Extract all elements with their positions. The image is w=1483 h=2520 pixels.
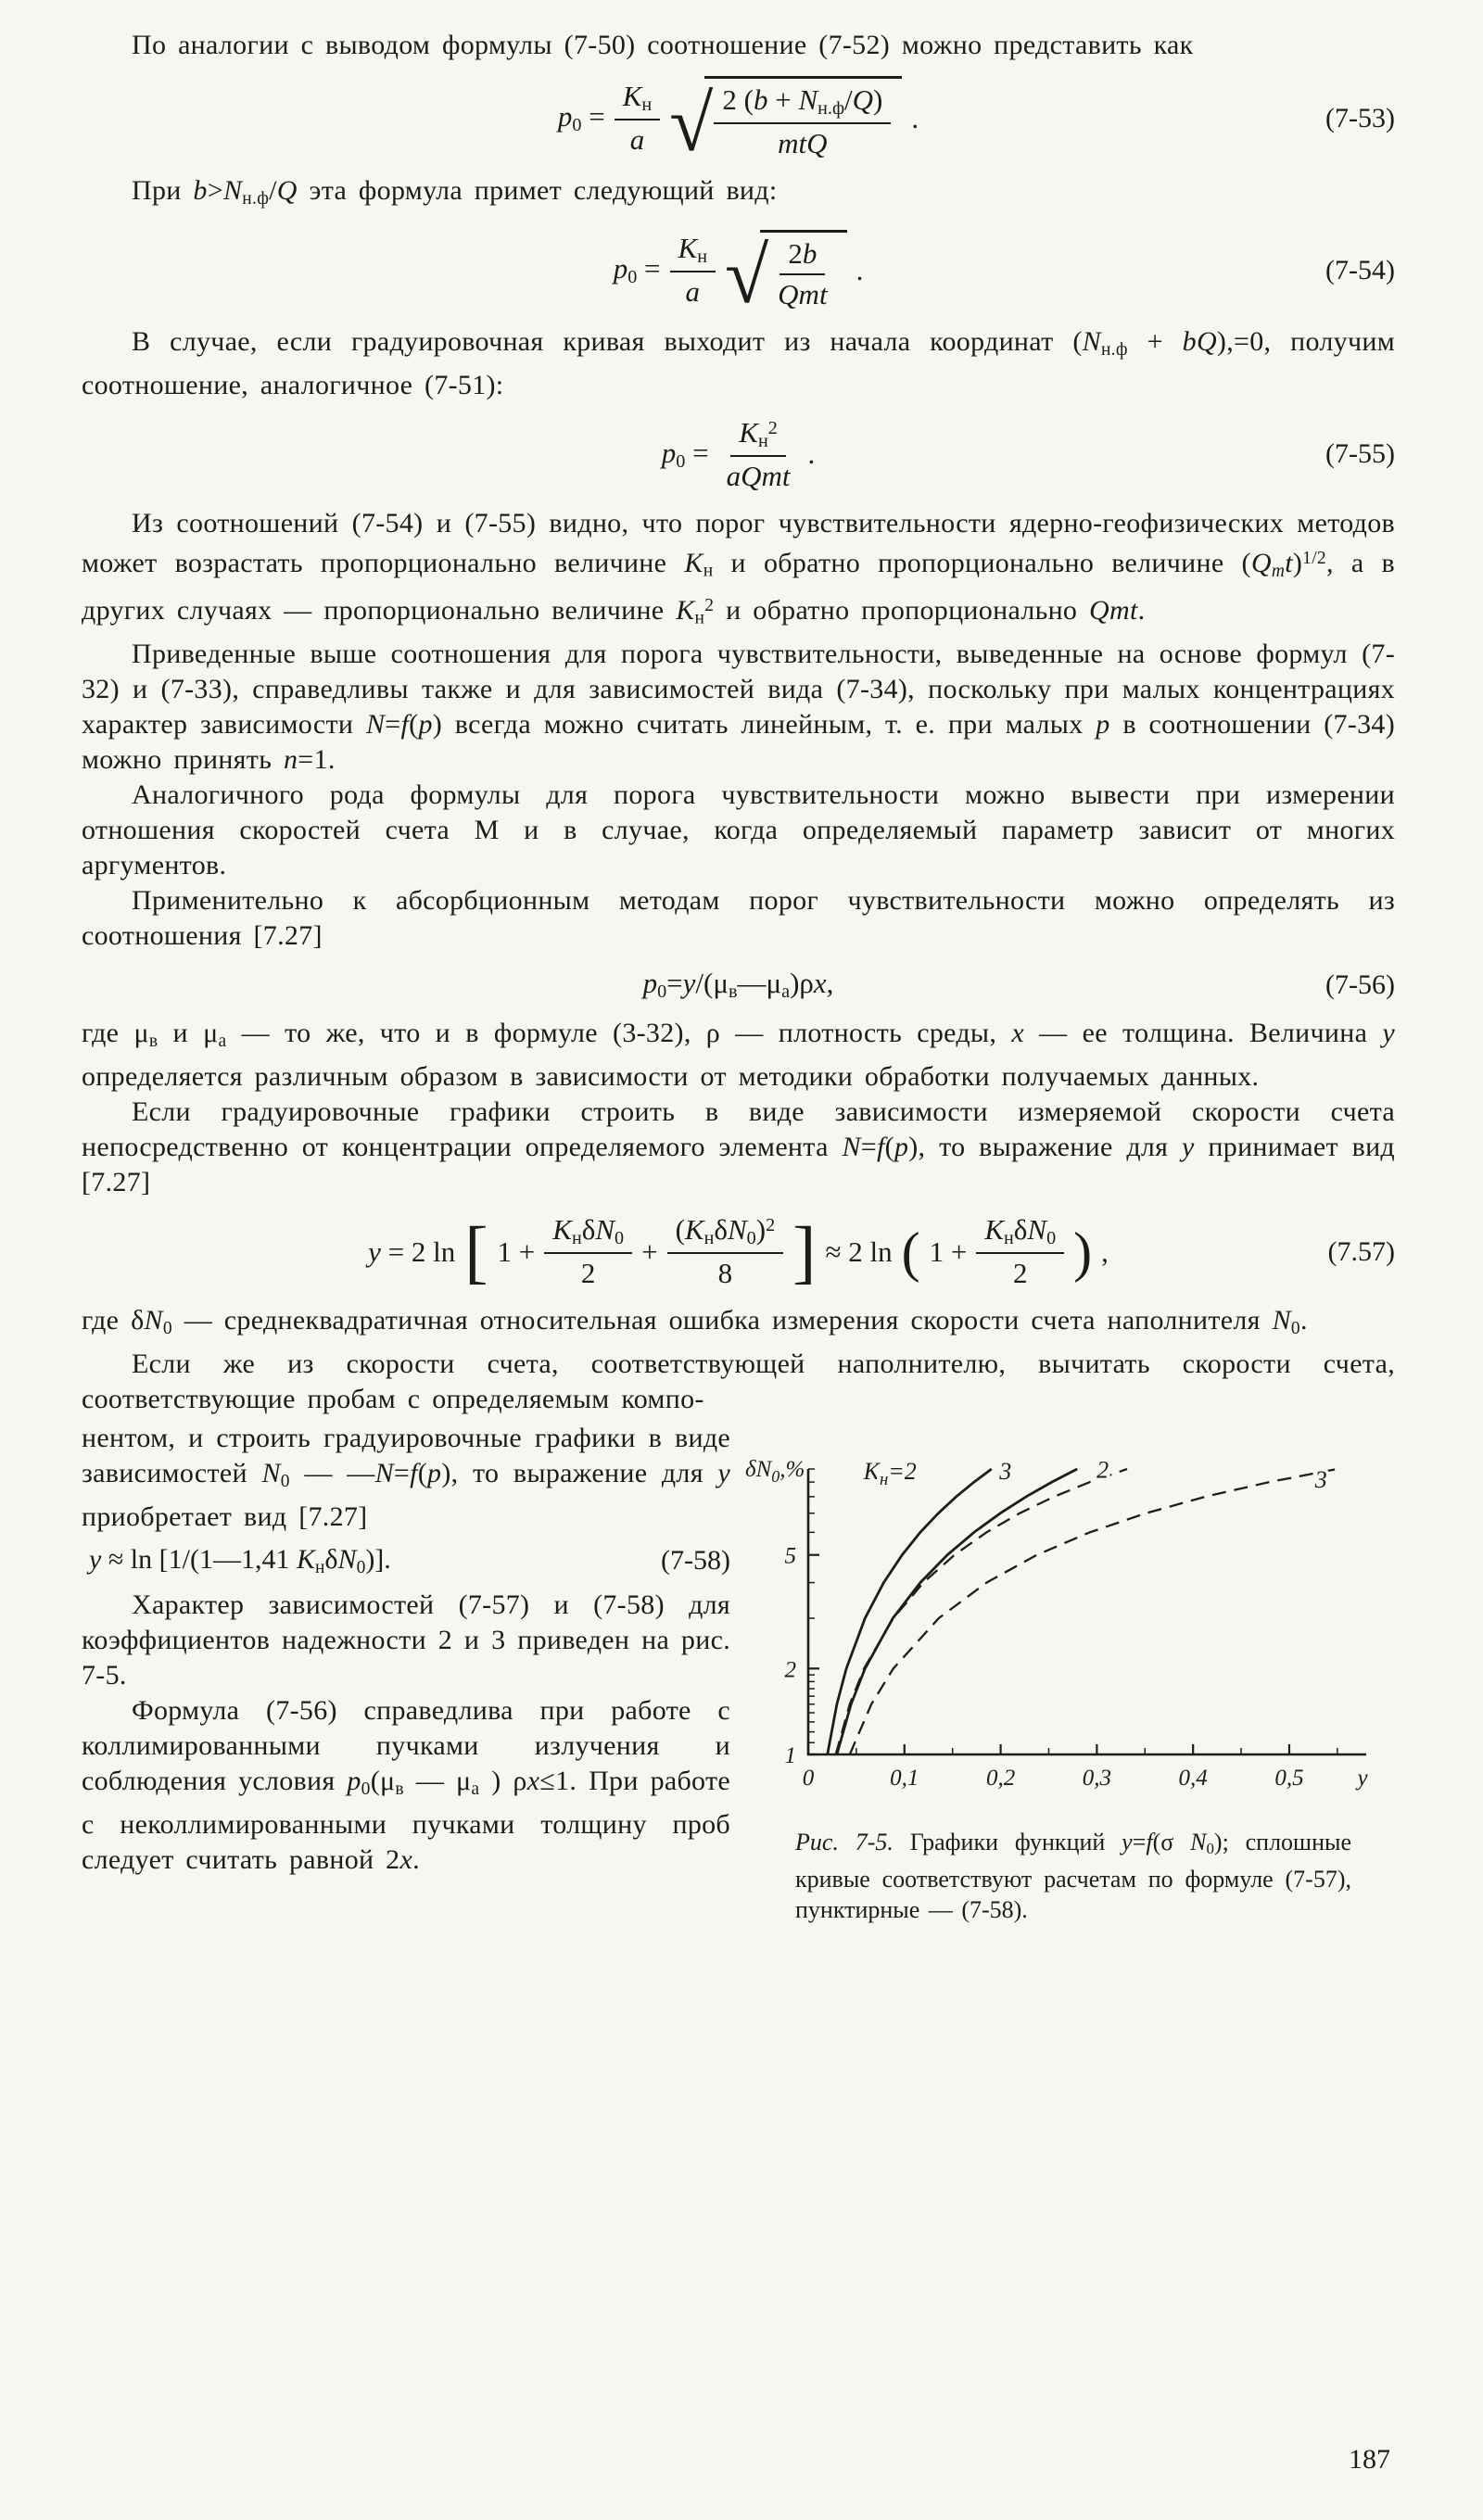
equation-body: [184, 967, 1293, 1003]
paragraph-4: Из соотношений (7-54) и (7-55) видно, что порог чувствительности ядерно-геофизических методов может возрастать пропорционально величине $K_н$ и обратно пропорционально величине $(Q_mt)^{1/2}$, а в других случаях — пропорционально величине $K_н^2$ и обратно пропорционально Qmt.: [82, 507, 1396, 629]
series-curve: [850, 1469, 1337, 1754]
fraction-denominator: mtQ: [778, 127, 828, 160]
svg-text:2: 2: [784, 1657, 796, 1683]
radicand: [704, 76, 902, 160]
paragraph-5: Приведенные выше соотношения для порога чувствительности, выведенные на основе формул (7-32) и (7-33), справедливы также и для зависимостей вида (7-34), поскольку при малых концентрациях характер зависимости N=f(p) всегда можно считать линейным, т. е. при малых p в соотношении (7-34) можно принять n=1.: [82, 639, 1395, 776]
fraction-numerator: 2b: [780, 237, 825, 275]
svg-text:2: 2: [1096, 1456, 1109, 1484]
equation-body: [184, 416, 1293, 493]
figure-7-5-chart: [742, 1432, 1390, 1803]
equation-lhs: $p_0$ =: [557, 100, 605, 136]
svg-text:0,4: 0,4: [1178, 1765, 1208, 1791]
fraction-denominator: 2: [1013, 1257, 1028, 1290]
equation-7-58: [82, 1544, 730, 1578]
fraction: [718, 416, 799, 493]
equation-number: (7-56): [1325, 969, 1395, 1000]
fraction: [667, 1213, 784, 1290]
fraction: [615, 80, 660, 157]
equation-tail: .: [856, 253, 864, 286]
equation-expression: $p_0=y/(\mu_в—\mu_а)\rho x$,: [642, 967, 834, 1003]
equation-number: (7.57): [1327, 1235, 1395, 1267]
equation-number: (7-54): [1325, 254, 1395, 285]
paragraph-6: Аналогичного рода формулы для порога чувствительности можно вывести при измерении отношения скоростей счета М и в случае, когда определяемый параметр зависит от многих аргументов.: [82, 779, 1395, 881]
fraction-numerator: $K_н\delta N_0$: [976, 1213, 1064, 1254]
paragraph-7: Применительно к абсорбционным методам порог чувствительности можно определять из соотношения [7.27]: [82, 885, 1395, 952]
paragraph-10: где $\delta N_0$ — среднеквадратичная относительная ошибка измерения скорости счета наполнителя $N_0$.: [82, 1305, 1308, 1338]
plot-axes: [808, 1469, 1366, 1754]
x-axis-label: y: [1357, 1765, 1368, 1791]
equation-number: (7-55): [1325, 438, 1395, 470]
equation-lhs: $p_0$ =: [613, 252, 661, 288]
plus-sign: +: [641, 1235, 658, 1268]
paragraph-11: Если же из скорости счета, соответствующей наполнителю, вычитать скорости счета, соответствующие пробам с определяемым компо-: [82, 1348, 1395, 1414]
equation-term: 1 +: [929, 1235, 968, 1268]
svg-text:0,5: 0,5: [1274, 1765, 1304, 1791]
svg-text:3: 3: [1314, 1466, 1327, 1494]
fraction-numerator: $K_н$: [670, 232, 716, 272]
plot-series: [828, 1469, 1337, 1754]
curve-labels: [863, 1457, 1327, 1493]
svg-text:3: 3: [999, 1458, 1012, 1486]
equation-7-53: [82, 76, 1395, 168]
square-root: √ $\frac{2b}{\text{Qmt}}$: [725, 230, 847, 311]
paragraph-8: где $\mu_в$ и $\mu_а$ — то же, что и в формуле (3-32), ρ — плотность среды, x — ее толщина. Величина y определяется различным образом в зависимости от методики обработки получаемых данных.: [82, 1018, 1396, 1092]
fraction: [714, 83, 891, 160]
fraction: [769, 237, 835, 311]
page-number: 187: [1349, 2444, 1390, 2475]
left-text-column: [82, 1421, 730, 1925]
equation-tail: .: [911, 101, 919, 134]
paragraph-3: В случае, если градуировочная кривая выходит из начала координат $(N_{н.ф} + bQ),=0$, получим соотношение, аналогичное (7-51):: [82, 325, 1395, 400]
equation-lhs: $p_0$ =: [661, 436, 709, 472]
svg-text:0,1: 0,1: [890, 1765, 919, 1791]
series-curve: [837, 1469, 1077, 1754]
series-curve: [836, 1469, 1127, 1754]
equation-lhs: y = 2 ln: [368, 1235, 456, 1268]
plot-tick-labels: [745, 1457, 1368, 1791]
fraction-denominator: a: [629, 123, 645, 157]
equation-number: (7-58): [661, 1545, 730, 1577]
equation-approx: ≈ 2 ln: [825, 1235, 893, 1268]
figure-caption: Рис. 7-5. Графики функций y=f(σ $N_0$); сплошные кривые соответствуют расчетам по формуле (7-57), пунктирные — (7-58).: [795, 1828, 1351, 1924]
paragraph-1: По аналогии с выводом формулы (7-50) соотношение (7-52) можно представить как: [132, 30, 1194, 60]
fraction: [670, 232, 716, 309]
equation-body: [184, 230, 1293, 320]
equation-body: [184, 76, 1293, 168]
svg-text:5: 5: [784, 1543, 796, 1569]
equation-tail: ,: [1101, 1235, 1109, 1268]
fraction: [544, 1213, 632, 1290]
paragraph-12: нентом, и строить градуировочные графики в виде зависимостей $N_0$ — —N=f(p), то выражение для y приобретает вид [7.27]: [82, 1422, 730, 1532]
series-curve: [828, 1469, 992, 1754]
equation-tail: .: [807, 437, 816, 471]
equation-7-54: [82, 230, 1395, 320]
equation-7-57: [82, 1213, 1395, 1290]
fraction-denominator: Qmt: [778, 277, 828, 310]
paragraph-14: Формула (7-56) справедлива при работе с коллимированными пучками излучения и соблюдения условия $p_0(\mu_в$ — $\mu_а$ ) ρx≤1. При работе с неколлимированными пучками толщину проб следует считать равной 2x.: [82, 1694, 730, 1875]
fraction-denominator: aQmt: [726, 459, 791, 492]
y-axis-label: $\delta N_0,\%$: [745, 1456, 805, 1486]
figure-7-5: [730, 1421, 1395, 1925]
fraction-numerator: $K_н$: [615, 80, 660, 120]
paragraph-13: Характер зависимостей (7-57) и (7-58) для коэффициентов надежности 2 и 3 приведен на рис. 7-5.: [82, 1589, 730, 1691]
svg-text:0,2: 0,2: [985, 1765, 1016, 1791]
fraction: [976, 1213, 1064, 1290]
fraction-denominator: 2: [580, 1257, 596, 1290]
svg-text:Kн=2: $K_н=2$: [863, 1458, 917, 1490]
paragraph-9: Если градуировочные графики строить в виде зависимости измеряемой скорости счета непосредственно от концентрации определяемого элемента N=f(p), то выражение для y принимает вид [7.27]: [82, 1096, 1395, 1197]
equation-term: 1 +: [497, 1235, 536, 1268]
equation-expression: y ≈ ln [1/(1—1,41 $K_н\delta N_0$)].: [89, 1543, 391, 1577]
fraction-numerator: $K_н\delta N_0$: [544, 1213, 632, 1254]
svg-text:1: 1: [784, 1742, 796, 1768]
fraction-numerator: $(K_н\delta N_0)^2$: [667, 1213, 784, 1254]
equation-body: y = 2 ln [ 1 + $\frac{K_н\delta N_0}{2}$ + $\frac{(K_н\delta N_0)^2}{8}$ ] ≈ 2 ln ( 1 + $\frac{K_н\delta N_0}{2}$ ) ,: [368, 1212, 1109, 1291]
equation-body: [82, 1544, 638, 1578]
fraction-numerator: 2 $(b + N_{н.ф}/Q)$: [714, 83, 891, 124]
square-root: √ $\frac{2 (b + N_{н.ф}/Q)}{\text{mtQ}}$: [669, 76, 902, 160]
equation-number: (7-53): [1325, 102, 1395, 133]
equation-7-55: [82, 416, 1395, 493]
svg-text:0: 0: [802, 1765, 815, 1791]
two-column-section: [82, 1421, 1395, 1925]
radicand: [760, 230, 846, 311]
equation-7-56: [82, 967, 1395, 1003]
fraction-denominator: a: [685, 275, 700, 309]
paragraph-2: При $b>N_{н.ф}/Q$ эта формула примет следующий вид:: [132, 175, 778, 209]
svg-text:0,3: 0,3: [1082, 1765, 1112, 1791]
fraction-denominator: 8: [717, 1257, 733, 1290]
fraction-numerator: $K_н^2$: [730, 416, 786, 457]
